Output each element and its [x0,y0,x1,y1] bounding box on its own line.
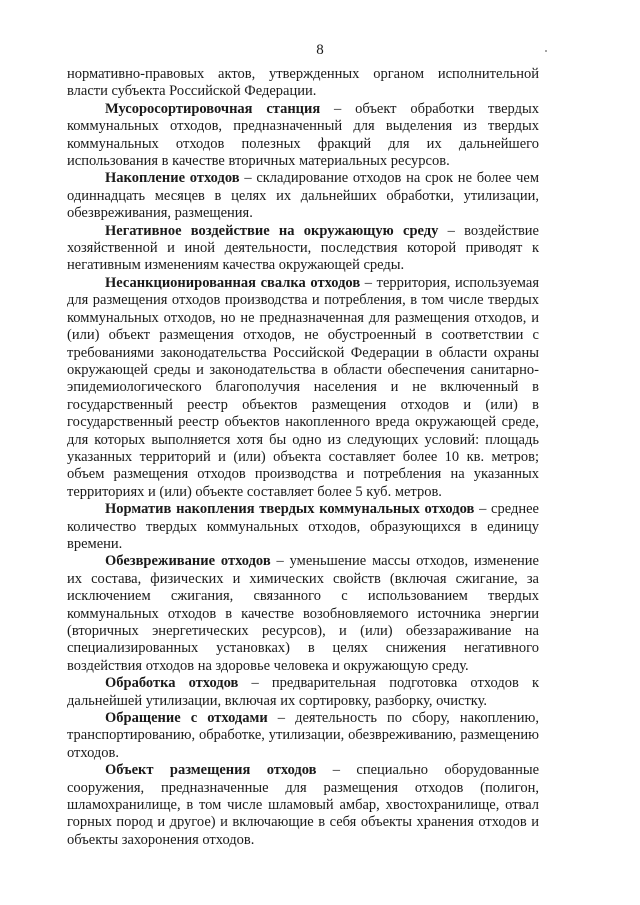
definition-text: – среднее количество твердых коммунальных отходов, образующихся в единицу времени. [67,501,539,552]
definition-text: – территория, используемая для размещения отходов производства и потребления, в том числе твердых коммунальных отходов, но не предназначенная для размещения отходов, и (или) объект размещения отходов, не обустроенный в соответствии с требованиями законодательства Российской Федерации в области охраны окружающей среды и законодательства в области обеспечения санитарно-эпидемиологического благополучия населения и не включенный в государственный реестр объектов размещения отходов и (или) в государственный реестр объектов накопленного вреда окружающей среде, для которых выполняется хотя бы одно из следующих условий: площадь указанных территорий и (или) объекта составляет более 10 кв. метров; объем размещения отходов производства и потребления на указанных территориях и (или) объекте составляет более 5 куб. метров. [67,274,539,500]
definition-term: Обращение с отходами [105,710,268,727]
definition-paragraph [67,170,539,222]
paragraph-text: нормативно-правовых актов, утвержденных органом исполнительной власти субъекта Российской Федерации. [67,66,539,100]
definition-paragraph [67,710,539,762]
definition-text: – объект обработки твердых коммунальных отходов, предназначенный для выделения из твердых коммунальных отходов полезных фракций для их дальнейшего использования в качестве вторичных материальных ресурсов. [67,100,539,170]
definition-text: – складирование отходов на срок не более чем одиннадцать месяцев в целях их дальнейших обработки, утилизации, обезвреживания, размещения. [67,170,539,222]
definition-term: Накопление отходов [105,170,240,187]
definition-term: Негативное воздействие на окружающую среду [105,222,439,239]
page-number: 8 [316,42,324,58]
paragraph-continuation [67,66,539,101]
definition-paragraph [67,553,539,675]
scan-speck [545,50,547,52]
definition-term: Несанкционированная свалка отходов [105,274,361,291]
definition-term: Мусоросортировочная станция [105,100,321,117]
definition-term: Обработка отходов [105,675,239,692]
definition-paragraph [67,501,539,553]
definition-term: Норматив накопления твердых коммунальных отходов [105,501,475,518]
definition-paragraph [67,101,539,171]
definition-text: – специально оборудованные сооружения, предназначенные для размещения отходов (полигон, шламохранилище, в том числе шламовый амбар, хвостохранилище, отвал горных пород и другое) и включающие в себя объекты хранения отходов и объекты захоронения отходов. [67,762,540,848]
definition-paragraph [67,762,539,849]
definition-term: Объект размещения отходов [105,762,317,779]
definition-paragraph [67,675,539,710]
definition-term: Обезвреживание отходов [105,553,271,570]
definition-paragraph [67,275,539,501]
definition-paragraph [67,223,539,275]
document-body [67,66,539,849]
definition-text: – воздействие хозяйственной и иной деятельности, последствия которой приводят к негативным изменениям качества окружающей среды. [67,222,539,274]
definition-text: – деятельность по сбору, накоплению, транспортированию, обработке, утилизации, обезвреживанию, размещению отходов. [67,710,539,761]
definition-text: – предварительная подготовка отходов к дальнейшей утилизации, включая их сортировку, разборку, очистку. [67,675,540,709]
definition-text: – уменьшение массы отходов, изменение их состава, физических и химических свойств (включая сжигание, за исключением сжигания, связанного с использованием твердых коммунальных отходов в качестве возобновляемого источника энергии (вторичных энергетических ресурсов), и (или) обеззараживание на специализированных установках) в целях снижения негативного воздействия отходов на здоровье человека и окружающую среду. [67,553,539,674]
